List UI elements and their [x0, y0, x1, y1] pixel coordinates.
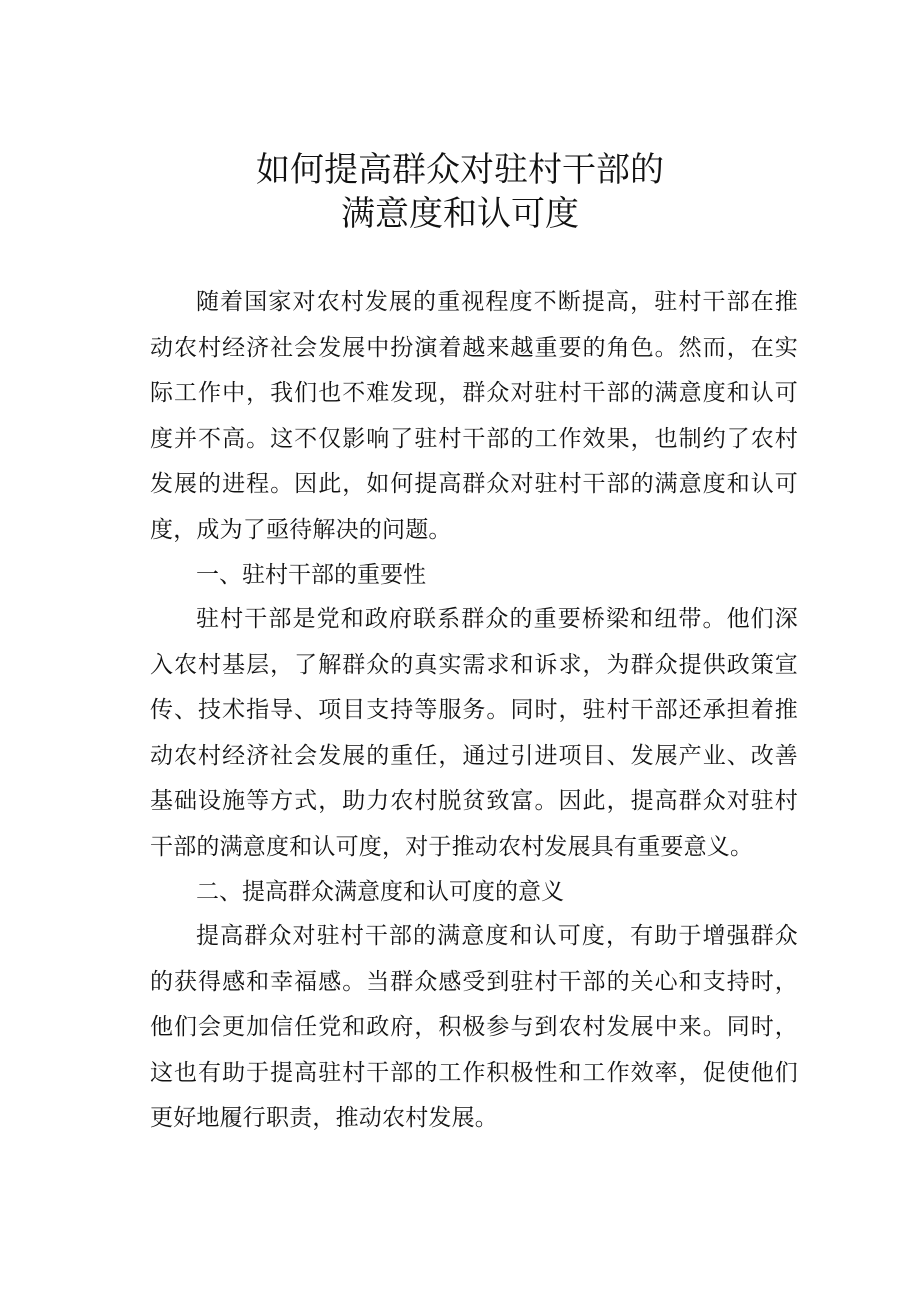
title-line-2: 满意度和认可度: [341, 194, 579, 234]
document-title: [140, 148, 780, 236]
section-paragraph-2: 提高群众对驻村干部的满意度和认可度，有助于增强群众的获得感和幸福感。当群众感受到驻村干部的关心和支持时，他们会更加信任党和政府，积极参与到农村发展中来。同时，这也有助于提高驻村干部的工作积极性和工作效率，促使他们更好地履行职责，推动农村发展。: [150, 923, 798, 1131]
section-paragraph-1: 驻村干部是党和政府联系群众的重要桥梁和纽带。他们深入农村基层，了解群众的真实需求和诉求，为群众提供政策宣传、技术指导、项目支持等服务。同时，驻村干部还承担着推动农村经济社会发展的重任，通过引进项目、发展产业、改善基础设施等方式，助力农村脱贫致富。因此，提高群众对驻村干部的满意度和认可度，对于推动农村发展具有重要意义。: [150, 606, 798, 860]
section-heading-1: 一、驻村干部的重要性: [196, 562, 426, 588]
title-line-1: 如何提高群众对驻村干部的: [256, 150, 664, 190]
section-heading-2: 二、提高群众满意度和认可度的意义: [196, 879, 564, 905]
document-body: [150, 280, 798, 1142]
intro-paragraph: 随着国家对农村发展的重视程度不断提高，驻村干部在推动农村经济社会发展中扮演着越来越重要的角色。然而，在实际工作中，我们也不难发现，群众对驻村干部的满意度和认可度并不高。这不仅影响了驻村干部的工作效果，也制约了农村发展的进程。因此，如何提高群众对驻村干部的满意度和认可度，成为了亟待解决的问题。: [150, 289, 798, 543]
